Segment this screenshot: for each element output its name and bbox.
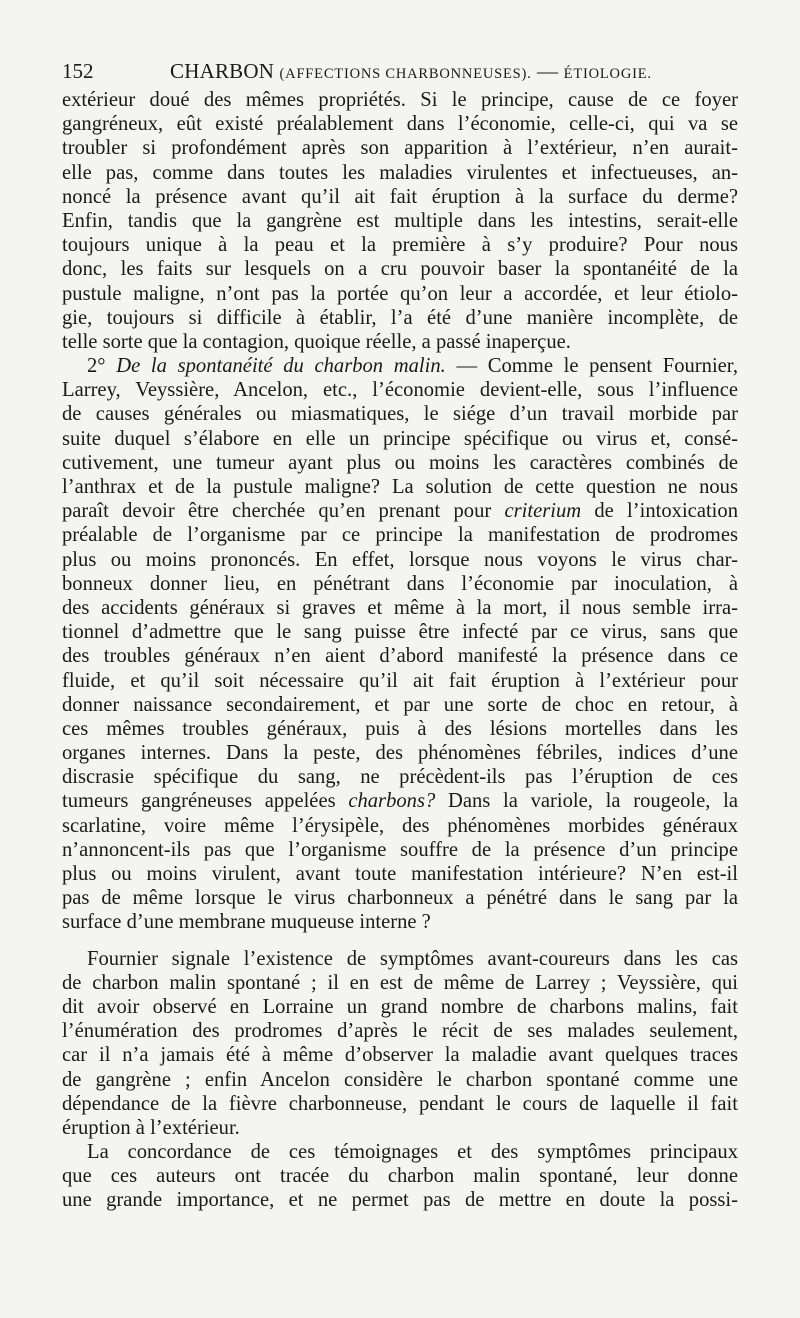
text-line: éruption à l’extérieur. <box>62 1116 240 1139</box>
text-line: pas de même lorsque le virus charbonneux a pénétré dans le sang par la <box>62 887 738 910</box>
text-line: La concordance de ces témoignages et des symptômes principaux <box>87 1141 738 1164</box>
text-line: donner naissance secondairement, et par une sorte de choc en retour, à <box>62 693 738 716</box>
body-text <box>62 88 738 1213</box>
text-line: préalable de l’organisme par ce principe la manifestation de prodromes <box>62 524 738 547</box>
text-line: ces mêmes troubles généraux, puis à des lésions mortelles dans les <box>62 717 738 740</box>
text-line: elle pas, comme dans toutes les maladies virulentes et infectueuses, an- <box>62 161 738 184</box>
text-line: des accidents généraux si graves et même à la mort, il nous semble irra- <box>62 596 738 619</box>
text-line: l’énumération des prodromes d’après le récit de ses malades seulement, <box>62 1020 738 1043</box>
text-line <box>62 789 738 813</box>
text-line: surface d’une membrane muqueuse interne ? <box>62 911 431 934</box>
running-header <box>62 56 738 86</box>
italic-term: criterium <box>504 500 582 523</box>
text-line: une grande importance, et ne permet pas de mettre en doute la possi- <box>62 1189 738 1212</box>
paragraph-1 <box>62 88 738 354</box>
text-run: Dans la variole, la rougeole, la <box>448 790 738 813</box>
text-run: tumeurs gangréneuses appelées <box>62 790 336 813</box>
title-section: ÉTIOLOGIE. <box>563 66 652 82</box>
text-line: gie, toujours si difficile à établir, l’a été d’une manière incomplète, de <box>62 306 738 329</box>
paragraph-4 <box>62 1140 738 1213</box>
text-line: plus ou moins prononcés. En effet, lorsque nous voyons le virus char- <box>62 548 738 571</box>
text-run: de l’intoxication <box>594 500 738 523</box>
text-run: paraît devoir être cherchée qu’en prenant pour <box>62 500 492 523</box>
text-line: n’annoncent-ils pas que l’organisme souffre de la présence d’un principe <box>62 838 738 861</box>
running-title <box>170 56 652 89</box>
text-line: donc, les faits sur lesquels on a cru pouvoir baser la spontanéité de la <box>62 258 738 281</box>
text-line: pustule maligne, n’ont pas la portée qu’on leur a accordée, et leur étiolo- <box>62 282 738 305</box>
text-line: Fournier signale l’existence de symptômes avant-coureurs dans les cas <box>87 947 738 970</box>
text-line: car il n’a jamais été à même d’observer la maladie avant quelques traces <box>62 1044 738 1067</box>
text-line: Enfin, tandis que la gangrène est multiple dans les intestins, serait-elle <box>62 209 738 232</box>
page-number: 152 <box>62 59 94 83</box>
text-line: dépendance de la fièvre charbonneuse, pendant le cours de laquelle il fait <box>62 1092 738 1115</box>
text-line: noncé la présence avant qu’il ait fait éruption à la surface du derme? <box>62 185 738 208</box>
text-line: organes internes. Dans la peste, des phénomènes fébriles, indices d’une <box>62 742 738 765</box>
text-line: de gangrène ; enfin Ancelon considère le charbon spontané comme une <box>62 1068 738 1091</box>
text-line: que ces auteurs ont tracée du charbon malin spontané, leur donne <box>62 1165 738 1188</box>
title-dash: — <box>537 59 559 83</box>
italic-term: charbons? <box>348 790 436 813</box>
text-line: l’anthrax et de la pustule maligne? La solution de cette question ne nous <box>62 476 738 498</box>
text-line: plus ou moins virulent, avant toute manifestation intérieure? N’en est-il <box>62 863 738 885</box>
text-line: bonneux donner lieu, en pénétrant dans l’économie par inoculation, à <box>62 572 738 595</box>
text-line: discrasie spécifique du sang, ne précèdent-ils pas l’éruption de ces <box>62 766 738 789</box>
text-line: de charbon malin spontané ; il en est de même de Larrey ; Veyssière, qui <box>62 971 738 994</box>
text-line: telle sorte que la contagion, quoique réelle, a passé inaperçue. <box>62 330 571 353</box>
title-parenthetical: (AFFECTIONS CHARBONNEUSES). <box>279 66 532 82</box>
title-main: CHARBON <box>170 59 275 83</box>
text-line: Larrey, Veyssière, Ancelon, etc., l’économie devient-elle, sous l’influence <box>62 379 738 402</box>
text-line: dit avoir observé en Lorraine un grand nombre de charbons malins, fait <box>62 995 738 1018</box>
text-line: de causes générales ou miasmatiques, le siége d’un travail morbide par <box>62 403 738 426</box>
text-line: toujours unique à la peau et la première à s’y produire? Pour nous <box>62 234 738 257</box>
section-number: 2° <box>87 355 106 378</box>
section-heading-line <box>62 354 738 378</box>
text-line: scarlatine, voire même l’érysipèle, des phénomènes morbides généraux <box>62 814 738 837</box>
text-line: tionnel d’admettre que le sang puisse être infecté par ce virus, sans que <box>62 621 738 644</box>
section-heading: De la spontanéité du charbon malin. <box>116 355 446 378</box>
text-run: — Comme le pensent Fournier, <box>456 355 738 378</box>
text-line: des troubles généraux n’en aient d’abord manifesté la présence dans ce <box>62 645 738 668</box>
text-line: cutivement, une tumeur ayant plus ou moins les caractères combinés de <box>62 451 738 474</box>
paragraph-gap <box>62 935 738 947</box>
text-line: gangréneux, eût existé préalablement dans l’économie, celle-ci, qui va se <box>62 113 738 136</box>
text-line: fluide, et qu’il soit nécessaire qu’il ait fait éruption à l’extérieur pour <box>62 669 738 692</box>
text-line: extérieur doué des mêmes propriétés. Si le principe, cause de ce foyer <box>62 89 738 111</box>
text-line: troubler si profondément après son apparition à l’extérieur, n’en aurait- <box>62 137 738 160</box>
paragraph-2 <box>62 354 738 935</box>
text-line: suite duquel s’élabore en elle un principe spécifique ou virus et, consé- <box>62 427 738 450</box>
text-line <box>62 499 738 523</box>
paragraph-3 <box>62 947 738 1141</box>
